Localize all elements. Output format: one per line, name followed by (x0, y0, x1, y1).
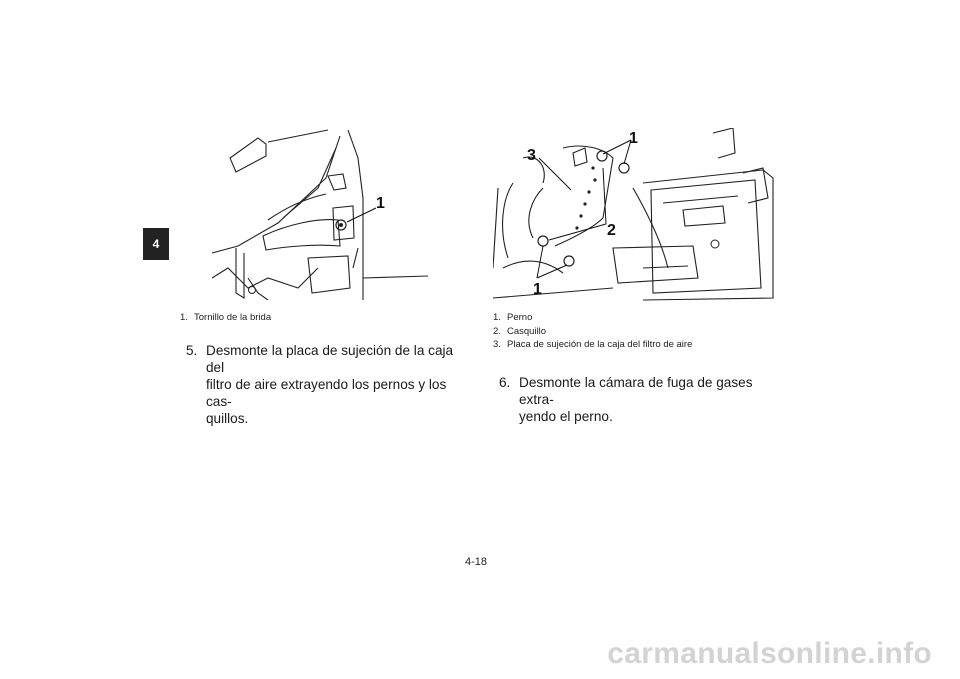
watermark: carmanualsonline.info (607, 637, 932, 670)
callout-1-top: 1 (629, 130, 638, 147)
callout-2: 2 (607, 222, 616, 239)
step-6 (499, 374, 784, 425)
callout-3: 3 (527, 147, 536, 164)
flange-bolt-illustration (208, 128, 434, 300)
page-number: 4-18 (465, 556, 488, 568)
step-number: 5. (186, 343, 198, 358)
caption-item: 2. Casquillo (493, 325, 547, 337)
step-5 (186, 342, 471, 427)
step-line: Desmonte la placa de sujeción de la caja del (206, 343, 454, 375)
air-filter-case-illustration (493, 128, 776, 303)
figure-left-caption (180, 311, 271, 325)
caption-item: 1. Perno (493, 312, 533, 323)
figure-right-caption (493, 311, 692, 352)
caption-item: 1. Tornillo de la brida (180, 312, 272, 323)
step-line: yendo el perno. (519, 409, 613, 424)
chapter-tab: 4 (143, 228, 169, 260)
callout-1: 1 (376, 195, 385, 212)
caption-item: 3. Placa de sujeción de la caja del filtro de aire (493, 339, 693, 350)
step-line: filtro de aire extrayendo los pernos y los cas- (206, 377, 447, 409)
step-number: 6. (499, 375, 511, 390)
callout-1-bottom: 1 (533, 281, 542, 298)
step-line: Desmonte la cámara de fuga de gases extra- (519, 375, 753, 407)
step-line: quillos. (206, 411, 249, 426)
